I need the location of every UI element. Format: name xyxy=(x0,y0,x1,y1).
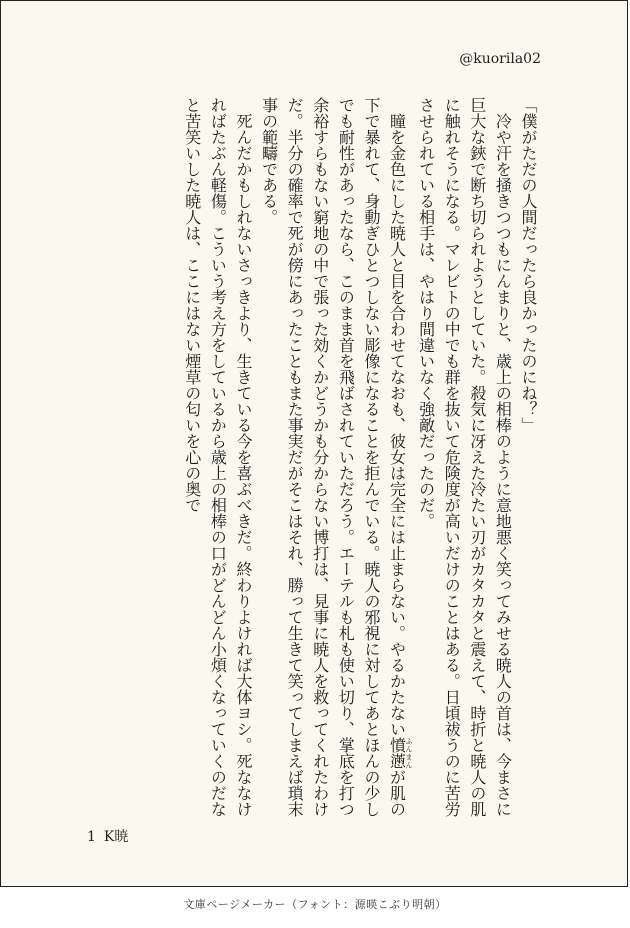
paragraph-3 xyxy=(256,97,413,823)
vertical-body-text xyxy=(179,97,541,823)
paragraph-dialogue: 「僕がただの人間だったら良かったのにね？」 xyxy=(519,97,538,433)
book-title: K暁 xyxy=(103,829,129,845)
generator-credit: 文庫ページメーカー（フォント：源暎こぶり明朝） xyxy=(183,898,447,911)
page-number: 1 xyxy=(87,829,96,845)
ruby-base: 憤懣 xyxy=(387,737,407,769)
page-footer xyxy=(87,826,128,846)
author-handle: @kuorila02 xyxy=(459,51,541,67)
paragraph-3-start: 瞳を金色にした暁人と目を合わせてなおも、彼女は完全には止まらない。やるかたない xyxy=(387,113,407,737)
paragraph-4: 死んだかもしれないさっきより、生きている今を喜ぶべきだ。終わりよければ大体ヨシ。死ななければたぶん軽傷。こういう考え方をしているから歳上の相棒の口がどんどん小煩くなっていくのだなと苦笑いした暁人は、ここにはない煙草の匂いを心の奥で xyxy=(182,97,253,817)
paragraph-3-end: が肌の下で暴れて、身動ぎひとつしない彫像になることを拒んでいる。暁人の邪視に対してあとほんの少しでも耐性があったなら、このまま首を飛ばされていただろう。エーテルも札も使い切り、掌底を打つ余裕すらもない窮地の中で張った効くかどうかも分からない博打は、見事に暁人を救ってくれたわけだ。半分の確率で死が傍にあったこともまた事実だがそこはそれ、勝って生きて笑ってしまえば瑣末事の範疇である。 xyxy=(259,97,407,817)
ruby-reading: ふんまん xyxy=(405,737,414,769)
paragraph-2: 冷や汗を掻きつつもにんまりと、歳上の相棒のように意地悪く笑ってみせる暁人の首は、今まさに巨大な鋏で断ち切られようとしていた。殺気に冴えた冷たい刃がカタカタと震えて、時折と暁人の肌に触れそうになる。マレビトの中でも群を抜いて危険度が高いだけのことはある。日頃祓うのに苦労させられている相手は、やはり間違いなく強敵だったのだ。 xyxy=(416,97,513,817)
ruby-word xyxy=(387,737,414,769)
